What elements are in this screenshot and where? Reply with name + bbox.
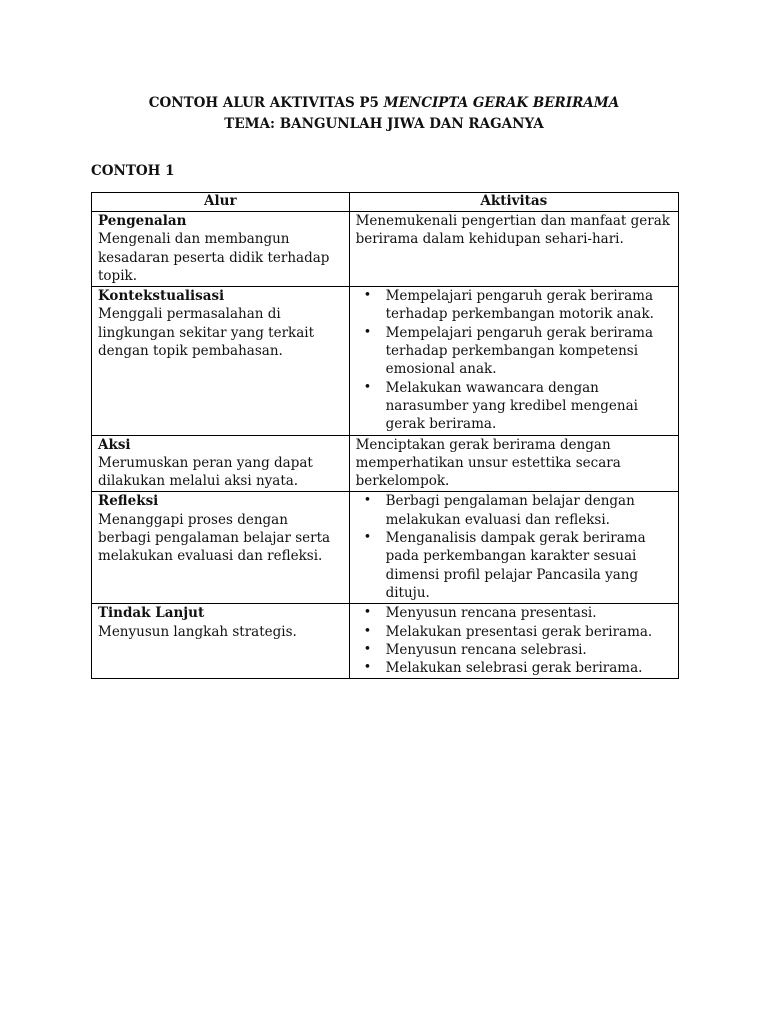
table-header-row — [92, 193, 679, 212]
activity-item: • Melakukan presentasi gerak berirama. — [386, 623, 672, 641]
activity-flow-table — [91, 192, 679, 679]
title-line-1-italic: MENCIPTA GERAK BERIRAMA — [383, 95, 620, 111]
stage-cell — [92, 212, 350, 287]
activity-item: • Melakukan wawancara dengan narasumber yang kredibel mengenai gerak berirama. — [386, 379, 672, 434]
stage-name: Aksi — [98, 436, 131, 453]
stage-name: Pengenalan — [98, 213, 187, 229]
stage-name: Kontekstualisasi — [98, 288, 225, 305]
stage-description: Menanggapi proses dengan berbagi pengalaman belajar serta melakukan evaluasi dan refleksi. — [98, 511, 331, 565]
stage-name: Tindak Lanjut — [98, 605, 205, 622]
activity-item: • Menyusun rencana selebrasi. — [386, 641, 672, 659]
activity-cell — [349, 287, 678, 435]
document-title — [0, 93, 768, 135]
activity-cell — [349, 492, 678, 604]
activity-item: • Mempelajari pengaruh gerak berirama terhadap perkembangan motorik anak. — [386, 287, 672, 324]
activity-item: • Menganalisis dampak gerak berirama pada perkembangan karakter sesuai dimensi profil pelajar Pancasila yang dituju. — [386, 529, 672, 602]
title-line-1-plain: CONTOH ALUR AKTIVITAS P5 — [148, 95, 384, 111]
activity-cell — [349, 212, 678, 287]
column-header-aktivitas: Aktivitas — [349, 193, 678, 212]
activity-item: • Berbagi pengalaman belajar dengan melakukan evaluasi dan refleksi. — [386, 492, 672, 529]
stage-description: Menggali permasalahan di lingkungan sekitar yang terkait dengan topik pembahasan. — [98, 306, 314, 360]
activity-text: Menciptakan gerak berirama dengan memperhatikan unsur estettika secara berkelompok. — [355, 436, 621, 490]
table-row — [92, 287, 679, 435]
stage-cell — [92, 287, 350, 435]
stage-name: Refleksi — [98, 493, 159, 510]
table-body — [92, 212, 679, 679]
stage-description: Merumuskan peran yang dapat dilakukan melalui aksi nyata. — [98, 454, 313, 490]
title-line-2: TEMA: BANGUNLAH JIWA DAN RAGANYA — [224, 116, 544, 132]
title-line-1 — [0, 93, 768, 114]
activity-list — [356, 604, 672, 677]
stage-cell — [92, 604, 350, 679]
section-label: CONTOH 1 — [91, 163, 175, 179]
stage-description: Mengenali dan membangun kesadaran peserta didik terhadap topik. — [98, 231, 330, 284]
activity-cell — [349, 604, 678, 679]
activity-item: • Melakukan selebrasi gerak berirama. — [386, 659, 672, 677]
activity-text: Menemukenali pengertian dan manfaat gerak berirama dalam kehidupan sehari-hari. — [355, 213, 670, 248]
activity-item: • Menyusun rencana presentasi. — [386, 604, 672, 622]
stage-cell — [92, 492, 350, 604]
activity-item: • Mempelajari pengaruh gerak berirama terhadap perkembangan kompetensi emosional anak. — [386, 324, 672, 379]
stage-description: Menyusun langkah strategis. — [98, 623, 297, 640]
activity-cell — [349, 435, 678, 492]
activity-list — [356, 287, 672, 433]
activity-list — [356, 492, 672, 602]
table-row — [92, 492, 679, 604]
table-row — [92, 604, 679, 679]
column-header-alur: Alur — [92, 193, 350, 212]
table-row — [92, 435, 679, 492]
table-row — [92, 212, 679, 287]
stage-cell — [92, 435, 350, 492]
